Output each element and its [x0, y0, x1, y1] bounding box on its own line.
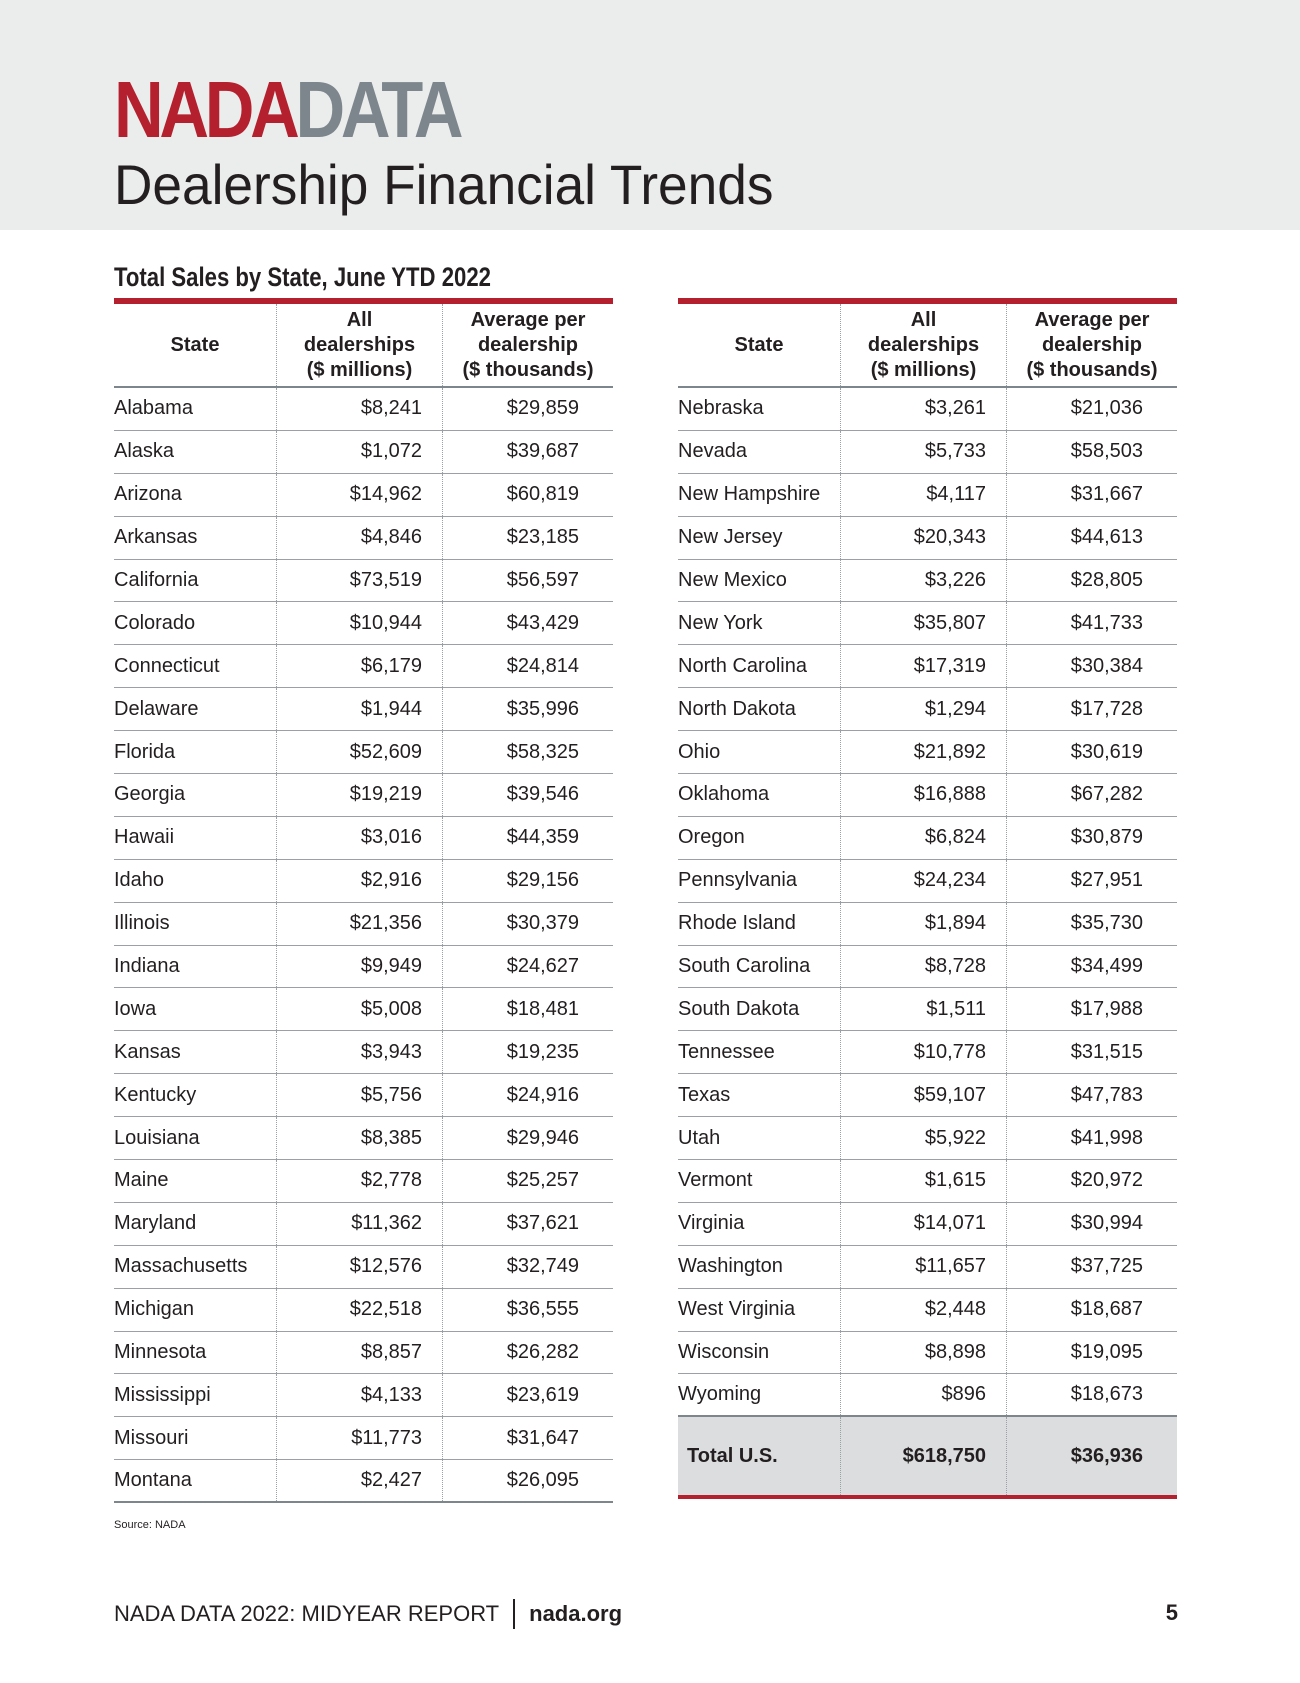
state-cell: Washington	[678, 1255, 783, 1278]
average-per-dealership-cell: $30,619	[1006, 731, 1177, 773]
average-per-dealership-cell: $30,384	[1006, 645, 1177, 687]
average-per-dealership-cell: $60,819	[442, 474, 613, 516]
table-row	[114, 1460, 613, 1503]
all-dealerships-cell: $10,778	[840, 1031, 1006, 1073]
all-dealerships-cell: $5,756	[276, 1074, 442, 1116]
average-per-dealership-cell: $30,379	[442, 903, 613, 945]
average-per-dealership-cell: $31,515	[1006, 1031, 1177, 1073]
all-dealerships-cell: $4,133	[276, 1374, 442, 1416]
state-cell: Minnesota	[114, 1341, 207, 1364]
average-per-dealership-cell: $39,687	[442, 431, 613, 473]
state-cell: Mississippi	[114, 1383, 211, 1406]
state-cell: Tennessee	[678, 1040, 775, 1063]
table-row	[114, 1417, 613, 1460]
state-cell: Delaware	[114, 697, 199, 720]
average-per-dealership-cell: $58,503	[1006, 431, 1177, 473]
average-per-dealership-cell: $23,619	[442, 1374, 613, 1416]
table-row	[114, 1160, 613, 1203]
average-per-dealership-cell: $17,728	[1006, 688, 1177, 730]
average-per-dealership-cell: $39,546	[442, 774, 613, 816]
state-cell: Maryland	[114, 1212, 197, 1235]
logo-data: DATA	[295, 65, 460, 154]
all-dealerships-cell: $14,071	[840, 1203, 1006, 1245]
table-header	[678, 298, 1177, 388]
state-cell: Oklahoma	[678, 783, 770, 806]
state-cell: Missouri	[114, 1426, 189, 1449]
state-cell: Idaho	[114, 869, 165, 892]
total-average-per-dealership: $36,936	[1006, 1417, 1177, 1495]
page-subtitle: Dealership Financial Trends	[114, 153, 774, 216]
footer-url-link[interactable]: nada.org	[529, 1601, 623, 1626]
table-row	[678, 1074, 1177, 1117]
state-cell: Georgia	[114, 783, 186, 806]
state-cell: Virginia	[678, 1212, 745, 1235]
average-per-dealership-cell: $18,687	[1006, 1289, 1177, 1331]
state-cell: Michigan	[114, 1298, 195, 1321]
all-dealerships-cell: $5,922	[840, 1117, 1006, 1159]
state-cell: Connecticut	[114, 654, 220, 677]
all-dealerships-cell: $4,117	[840, 474, 1006, 516]
table-row	[678, 817, 1177, 860]
all-dealerships-cell: $1,615	[840, 1160, 1006, 1202]
all-dealerships-cell: $2,916	[276, 860, 442, 902]
all-dealerships-cell: $59,107	[840, 1074, 1006, 1116]
table-row	[114, 860, 613, 903]
average-per-dealership-cell: $31,647	[442, 1417, 613, 1459]
state-cell: Indiana	[114, 955, 180, 978]
table-row	[114, 1332, 613, 1375]
table-row	[678, 688, 1177, 731]
all-dealerships-cell: $1,511	[840, 988, 1006, 1030]
table-row	[678, 1117, 1177, 1160]
total-all-dealerships: $618,750	[840, 1417, 1006, 1495]
all-dealerships-cell: $24,234	[840, 860, 1006, 902]
table-row	[114, 903, 613, 946]
table-row	[678, 903, 1177, 946]
table-row	[114, 1289, 613, 1332]
state-cell: North Dakota	[678, 697, 796, 720]
state-cell: New Mexico	[678, 569, 787, 591]
state-cell: Kentucky	[114, 1083, 197, 1106]
average-per-dealership-cell: $36,555	[442, 1289, 613, 1331]
state-cell: Arkansas	[114, 526, 198, 549]
all-dealerships-cell: $2,778	[276, 1160, 442, 1202]
average-per-dealership-cell: $44,359	[442, 817, 613, 859]
col-header-all-dealerships: All dealerships ($ millions)	[276, 304, 442, 386]
average-per-dealership-cell: $26,282	[442, 1332, 613, 1374]
all-dealerships-cell: $8,385	[276, 1117, 442, 1159]
all-dealerships-cell: $8,898	[840, 1332, 1006, 1374]
col-header-average-per-dealership: Average per dealership ($ thousands)	[442, 304, 613, 386]
sales-table-right	[678, 298, 1177, 1499]
all-dealerships-cell: $5,008	[276, 988, 442, 1030]
all-dealerships-cell: $1,072	[276, 431, 442, 473]
sales-table-left	[114, 298, 613, 1503]
average-per-dealership-cell: $31,667	[1006, 474, 1177, 516]
average-per-dealership-cell: $29,859	[442, 388, 613, 430]
all-dealerships-cell: $19,219	[276, 774, 442, 816]
all-dealerships-cell: $17,319	[840, 645, 1006, 687]
table-row	[114, 688, 613, 731]
table-row	[678, 560, 1177, 603]
state-cell: Rhode Island	[678, 912, 796, 935]
table-row	[114, 817, 613, 860]
average-per-dealership-cell: $43,429	[442, 602, 613, 644]
state-cell: Texas	[678, 1083, 731, 1106]
all-dealerships-cell: $11,362	[276, 1203, 442, 1245]
section-title: Total Sales by State, June YTD 2022	[114, 262, 491, 292]
average-per-dealership-cell: $41,998	[1006, 1117, 1177, 1159]
average-per-dealership-cell: $41,733	[1006, 602, 1177, 644]
table-row	[678, 1374, 1177, 1417]
logo-nada: NADA	[114, 65, 296, 154]
average-per-dealership-cell: $47,783	[1006, 1074, 1177, 1116]
all-dealerships-cell: $3,016	[276, 817, 442, 859]
average-per-dealership-cell: $24,814	[442, 645, 613, 687]
header-banner	[0, 0, 1300, 230]
col-header-state: State	[170, 333, 220, 356]
all-dealerships-cell: $8,241	[276, 388, 442, 430]
state-cell: Utah	[678, 1126, 721, 1149]
table-row	[114, 731, 613, 774]
table-row	[678, 860, 1177, 903]
all-dealerships-cell: $2,427	[276, 1460, 442, 1501]
state-cell: Illinois	[114, 912, 170, 935]
average-per-dealership-cell: $30,879	[1006, 817, 1177, 859]
state-cell: Kansas	[114, 1040, 181, 1063]
average-per-dealership-cell: $19,235	[442, 1031, 613, 1073]
average-per-dealership-cell: $19,095	[1006, 1332, 1177, 1374]
table-row	[114, 1246, 613, 1289]
table-row	[678, 1332, 1177, 1375]
table-row	[114, 645, 613, 688]
all-dealerships-cell: $20,343	[840, 517, 1006, 559]
table-row	[678, 1160, 1177, 1203]
table-row	[678, 988, 1177, 1031]
table-row	[114, 988, 613, 1031]
average-per-dealership-cell: $30,994	[1006, 1203, 1177, 1245]
all-dealerships-cell: $1,944	[276, 688, 442, 730]
all-dealerships-cell: $8,728	[840, 946, 1006, 988]
all-dealerships-cell: $3,226	[840, 560, 1006, 602]
average-per-dealership-cell: $29,946	[442, 1117, 613, 1159]
state-cell: California	[114, 569, 199, 591]
state-cell: Wyoming	[678, 1383, 762, 1406]
table-row	[678, 474, 1177, 517]
state-cell: Louisiana	[114, 1126, 200, 1149]
all-dealerships-cell: $16,888	[840, 774, 1006, 816]
average-per-dealership-cell: $18,673	[1006, 1374, 1177, 1415]
state-cell: New Hampshire	[678, 483, 821, 506]
state-cell: South Dakota	[678, 997, 800, 1020]
average-per-dealership-cell: $56,597	[442, 560, 613, 602]
table-row	[114, 1117, 613, 1160]
state-cell: Arizona	[114, 483, 182, 506]
average-per-dealership-cell: $27,951	[1006, 860, 1177, 902]
state-cell: South Carolina	[678, 955, 811, 978]
average-per-dealership-cell: $21,036	[1006, 388, 1177, 430]
table-row	[678, 731, 1177, 774]
all-dealerships-cell: $35,807	[840, 602, 1006, 644]
table-header	[114, 298, 613, 388]
page-number: 5	[1165, 1600, 1178, 1625]
average-per-dealership-cell: $44,613	[1006, 517, 1177, 559]
state-cell: West Virginia	[678, 1298, 796, 1321]
all-dealerships-cell: $22,518	[276, 1289, 442, 1331]
average-per-dealership-cell: $35,730	[1006, 903, 1177, 945]
all-dealerships-cell: $5,733	[840, 431, 1006, 473]
average-per-dealership-cell: $67,282	[1006, 774, 1177, 816]
state-cell: Pennsylvania	[678, 869, 797, 892]
table-row	[114, 474, 613, 517]
all-dealerships-cell: $1,894	[840, 903, 1006, 945]
state-cell: New York	[678, 611, 763, 634]
table-row	[678, 1246, 1177, 1289]
total-label: Total U.S.	[687, 1444, 778, 1467]
table-row	[678, 1031, 1177, 1074]
all-dealerships-cell: $9,949	[276, 946, 442, 988]
state-cell: Maine	[114, 1169, 169, 1192]
table-row	[114, 388, 613, 431]
all-dealerships-cell: $8,857	[276, 1332, 442, 1374]
table-row	[114, 517, 613, 560]
table-row	[678, 774, 1177, 817]
average-per-dealership-cell: $32,749	[442, 1246, 613, 1288]
all-dealerships-cell: $3,261	[840, 388, 1006, 430]
all-dealerships-cell: $2,448	[840, 1289, 1006, 1331]
state-cell: Alabama	[114, 397, 193, 420]
table-row	[678, 946, 1177, 989]
table-row	[678, 1289, 1177, 1332]
state-cell: Iowa	[114, 997, 157, 1020]
all-dealerships-cell: $73,519	[276, 560, 442, 602]
table-body	[114, 388, 613, 1503]
all-dealerships-cell: $11,773	[276, 1417, 442, 1459]
col-header-average-per-dealership: Average per dealership ($ thousands)	[1006, 304, 1177, 386]
all-dealerships-cell: $14,962	[276, 474, 442, 516]
table-row	[114, 774, 613, 817]
table-row	[114, 1031, 613, 1074]
table-row	[114, 602, 613, 645]
average-per-dealership-cell: $20,972	[1006, 1160, 1177, 1202]
state-cell: Florida	[114, 740, 176, 763]
average-per-dealership-cell: $37,725	[1006, 1246, 1177, 1288]
all-dealerships-cell: $3,943	[276, 1031, 442, 1073]
average-per-dealership-cell: $34,499	[1006, 946, 1177, 988]
table-body	[678, 388, 1177, 1417]
nada-data-logo	[114, 65, 460, 154]
table-row	[114, 1374, 613, 1417]
col-header-state: State	[734, 333, 784, 356]
table-row	[678, 517, 1177, 560]
average-per-dealership-cell: $26,095	[442, 1460, 613, 1501]
all-dealerships-cell: $10,944	[276, 602, 442, 644]
footer-separator	[513, 1599, 515, 1629]
state-cell: Alaska	[114, 440, 175, 463]
source-note: Source: NADA	[114, 1519, 186, 1531]
total-row	[678, 1417, 1177, 1499]
state-cell: Ohio	[678, 740, 721, 763]
all-dealerships-cell: $4,846	[276, 517, 442, 559]
all-dealerships-cell: $1,294	[840, 688, 1006, 730]
table-row	[114, 946, 613, 989]
state-cell: Oregon	[678, 826, 745, 849]
state-cell: New Jersey	[678, 526, 783, 549]
table-row	[678, 431, 1177, 474]
all-dealerships-cell: $12,576	[276, 1246, 442, 1288]
all-dealerships-cell: $21,892	[840, 731, 1006, 773]
state-cell: Colorado	[114, 611, 196, 634]
state-cell: Massachusetts	[114, 1255, 248, 1278]
average-per-dealership-cell: $24,916	[442, 1074, 613, 1116]
state-cell: Nevada	[678, 440, 747, 463]
state-cell: Hawaii	[114, 826, 175, 849]
average-per-dealership-cell: $29,156	[442, 860, 613, 902]
average-per-dealership-cell: $25,257	[442, 1160, 613, 1202]
all-dealerships-cell: $11,657	[840, 1246, 1006, 1288]
table-row	[114, 1074, 613, 1117]
average-per-dealership-cell: $24,627	[442, 946, 613, 988]
state-cell: Wisconsin	[678, 1341, 770, 1364]
table-row	[114, 431, 613, 474]
average-per-dealership-cell: $17,988	[1006, 988, 1177, 1030]
average-per-dealership-cell: $28,805	[1006, 560, 1177, 602]
all-dealerships-cell: $6,824	[840, 817, 1006, 859]
state-cell: North Carolina	[678, 654, 807, 677]
footer	[114, 1599, 622, 1629]
state-cell: Montana	[114, 1469, 192, 1492]
table-row	[678, 1203, 1177, 1246]
average-per-dealership-cell: $35,996	[442, 688, 613, 730]
table-row	[678, 388, 1177, 431]
average-per-dealership-cell: $58,325	[442, 731, 613, 773]
all-dealerships-cell: $52,609	[276, 731, 442, 773]
average-per-dealership-cell: $37,621	[442, 1203, 613, 1245]
col-header-all-dealerships: All dealerships ($ millions)	[840, 304, 1006, 386]
table-row	[678, 645, 1177, 688]
table-row	[678, 602, 1177, 645]
state-cell: Vermont	[678, 1169, 753, 1192]
table-row	[114, 560, 613, 603]
average-per-dealership-cell: $23,185	[442, 517, 613, 559]
table-row	[114, 1203, 613, 1246]
all-dealerships-cell: $896	[840, 1374, 1006, 1415]
all-dealerships-cell: $6,179	[276, 645, 442, 687]
average-per-dealership-cell: $18,481	[442, 988, 613, 1030]
state-cell: Nebraska	[678, 397, 764, 420]
all-dealerships-cell: $21,356	[276, 903, 442, 945]
footer-report-title: NADA DATA 2022: MIDYEAR REPORT	[114, 1601, 500, 1626]
